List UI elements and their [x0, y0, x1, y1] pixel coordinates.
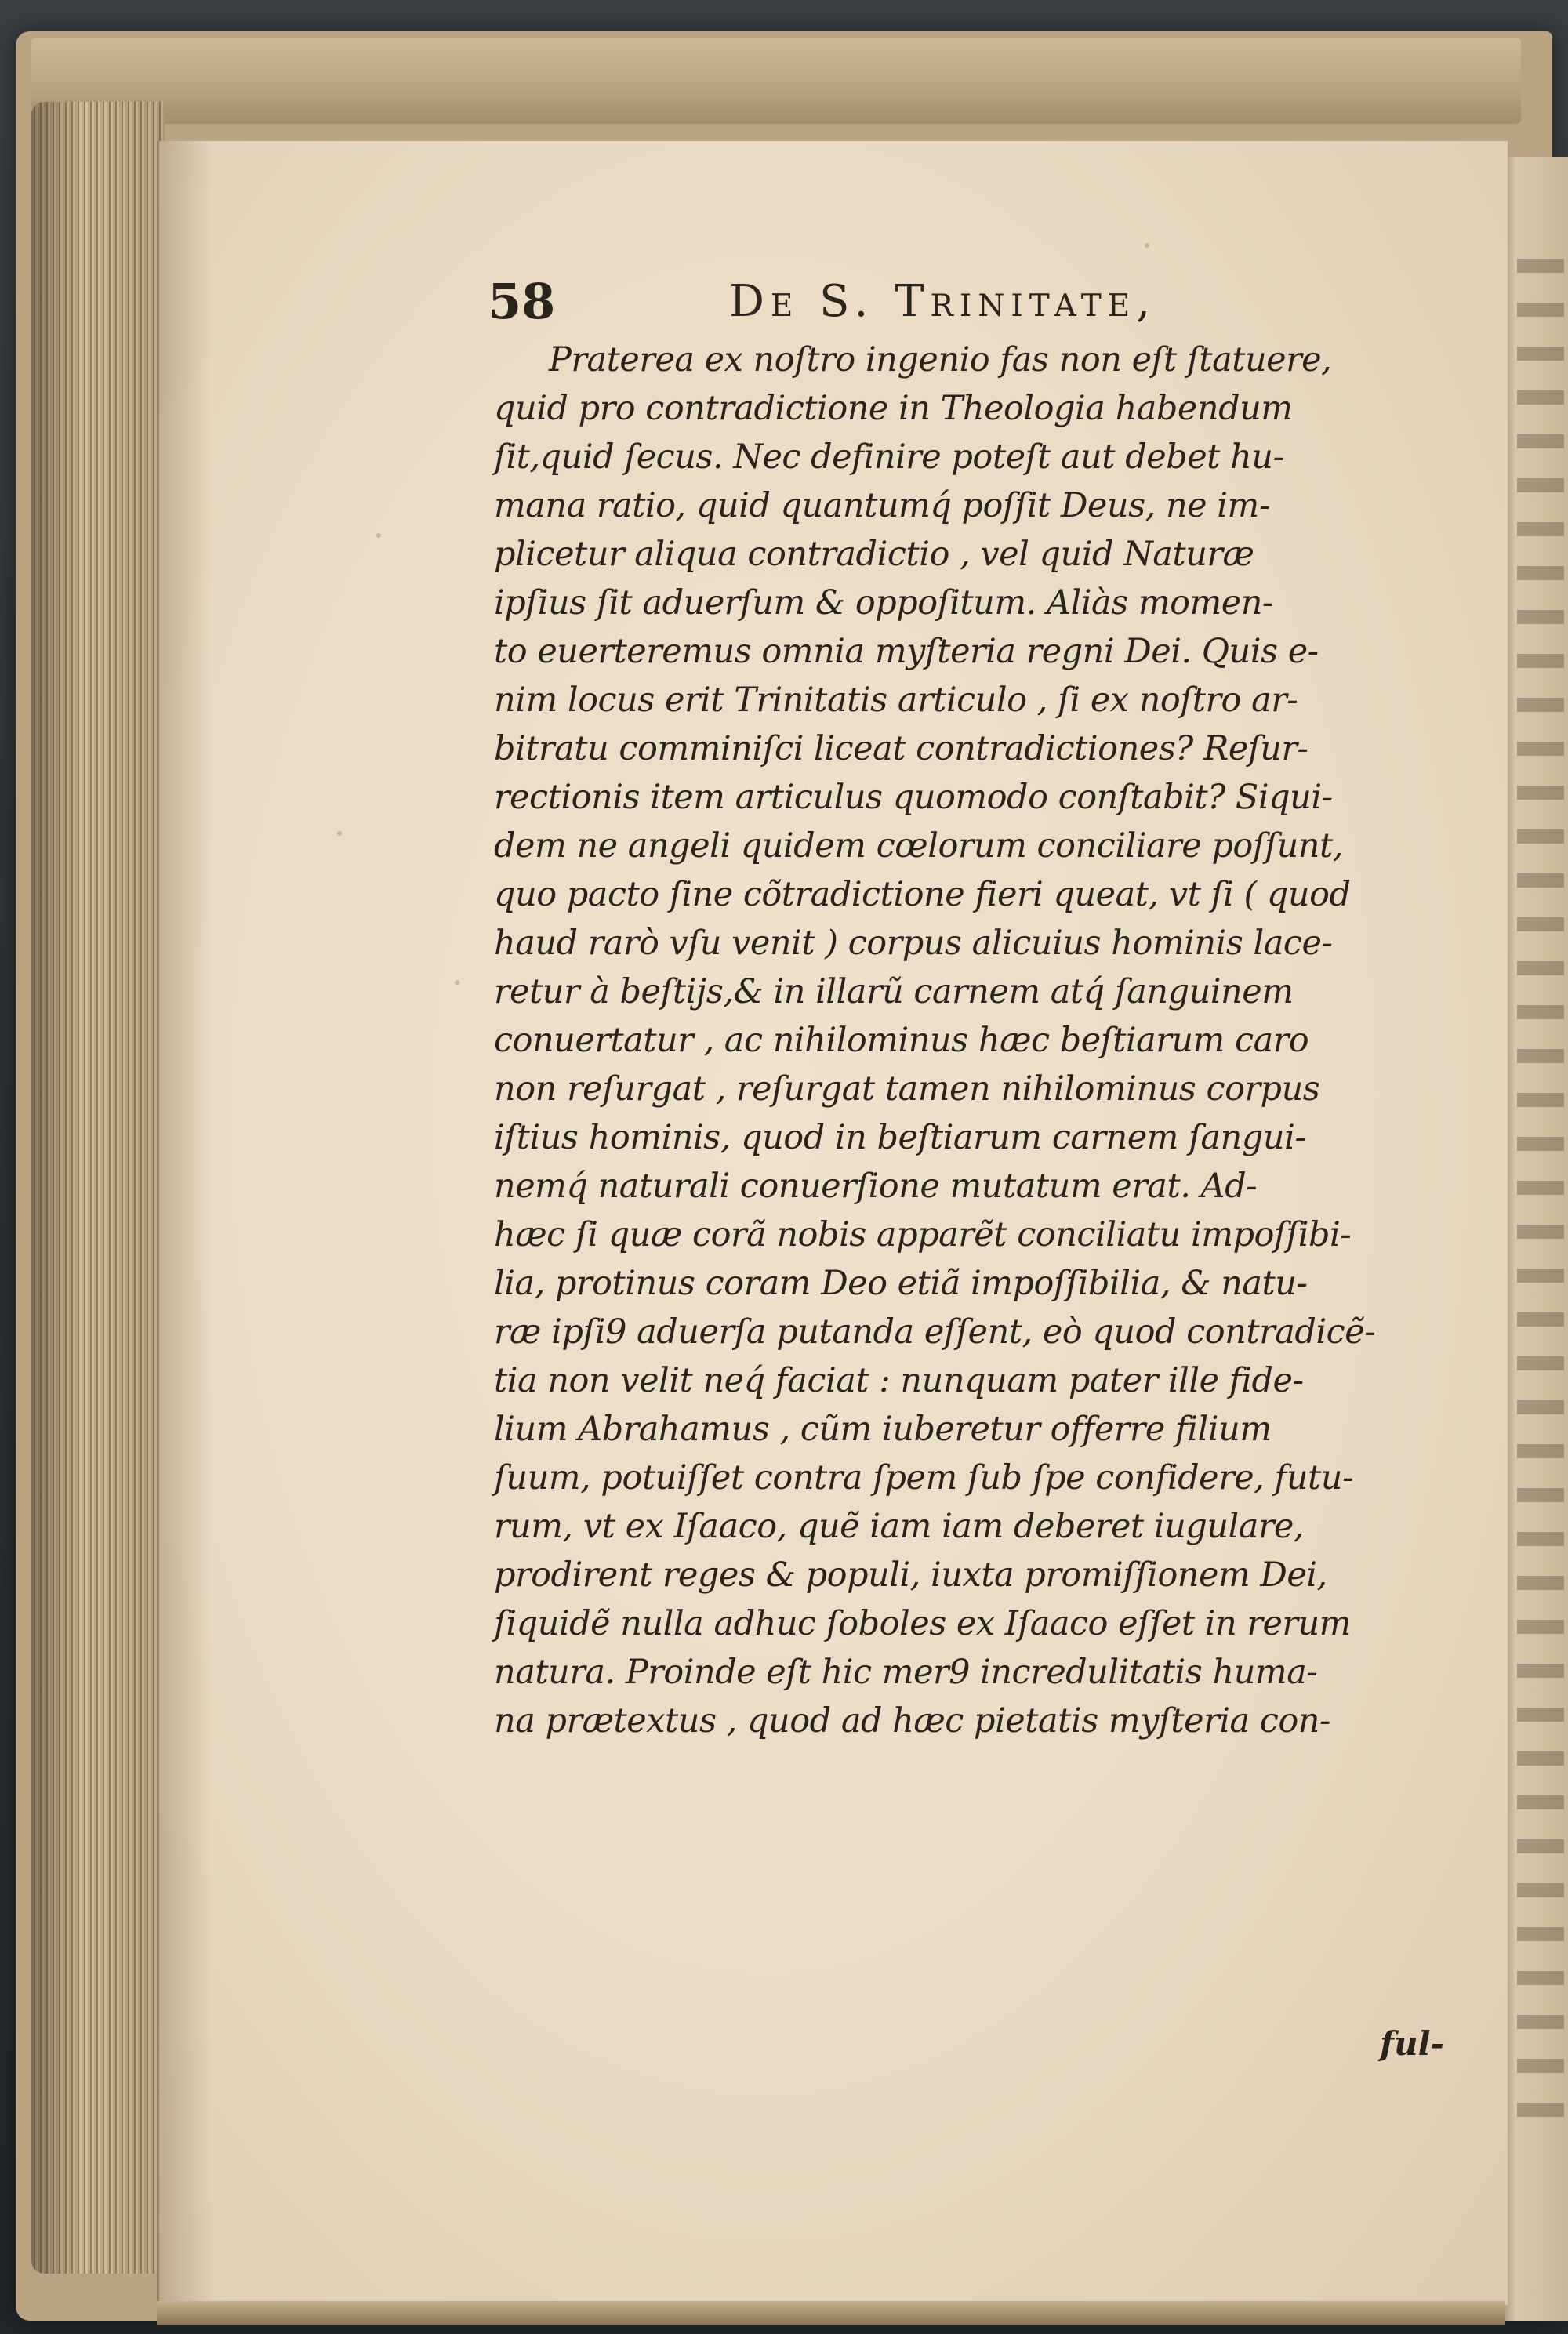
text-line: rectionis item articulus quomodo conſtabit? Siqui-: [494, 778, 1333, 817]
text-line: nim locus erit Trinitatis articulo , ſi ex noſtro ar-: [494, 681, 1298, 720]
text-line: lium Abrahamus , cũm iuberetur offerre filium: [494, 1410, 1272, 1449]
text-line: iſtius hominis, quod in beſtiarum carnem ſangui-: [494, 1118, 1306, 1157]
text-line: to euerteremus omnia myſteria regni Dei. Quis e-: [494, 632, 1319, 671]
text-line: mana ratio, quid quantumq́ poſſit Deus, ne im-: [494, 486, 1270, 525]
text-line: hæc ſi quæ corã nobis apparẽt conciliatu impoſſibi-: [494, 1215, 1352, 1254]
text-line: quo pacto ſine cõtradictione fieri queat, vt ſi ( quod: [494, 875, 1351, 914]
book-bottom-edge: [157, 2301, 1505, 2325]
page-gutter-shadow: [157, 141, 212, 2305]
text-line: ſiquidẽ nulla adhuc ſoboles ex Iſaaco eſſet in rerum: [494, 1604, 1351, 1643]
paper-fleck: [337, 831, 342, 836]
text-line: bitratu comminiſci liceat contradictiones? Reſur-: [494, 729, 1308, 768]
text-line: ſit,quid ſecus. Nec definire poteſt aut debet hu-: [494, 437, 1284, 477]
paper-fleck: [376, 533, 381, 538]
text-line: quid pro contradictione in Theologia habendum: [494, 389, 1293, 428]
paper-fleck: [455, 980, 459, 985]
catchword: ful-: [1380, 2024, 1444, 2063]
running-head: De S. Trinitate,: [729, 276, 1156, 327]
text-line: prodirent reges & populi, iuxta promiſſionem Dei,: [494, 1555, 1327, 1595]
text-line: tia non velit neq́ faciat : nunquam pater ille fide-: [494, 1361, 1304, 1400]
text-line: retur à beſtijs,& in illarũ carnem atq́ ſanguinem: [494, 972, 1294, 1011]
text-line: ſuum, potuiſſet contra ſpem ſub ſpe confidere, futu-: [494, 1458, 1354, 1497]
body-text: [494, 336, 1435, 2060]
facing-page-text-bleed: [1517, 259, 1564, 2140]
text-line: dem ne angeli quidem cœlorum conciliare poſſunt,: [494, 826, 1343, 866]
text-line: non reſurgat , reſurgat tamen nihilominus corpus: [494, 1069, 1320, 1109]
page-number: 58: [488, 273, 556, 330]
text-line: rum, vt ex Iſaaco, quẽ iam iam deberet iugulare,: [494, 1507, 1305, 1546]
text-line: plicetur aliqua contradictio , vel quid Naturæ: [494, 535, 1254, 574]
text-line: ræ ipſi9 aduerſa putanda eſſent, eò quod contradicẽ-: [494, 1312, 1376, 1352]
book-top-edge: [31, 38, 1521, 124]
text-line: nemq́ naturali conuerſione mutatum erat. Ad-: [494, 1167, 1258, 1206]
text-line: natura. Proinde eſt hic mer9 incredulitatis huma-: [494, 1653, 1318, 1692]
text-line: haud rarò vſu venit ) corpus alicuius hominis lace-: [494, 924, 1333, 963]
page-stack-shadow: [31, 102, 165, 2274]
paper-fleck: [1145, 243, 1149, 248]
text-line: ipſius ſit aduerſum & oppoſitum. Aliàs momen-: [494, 583, 1273, 623]
text-line: conuertatur , ac nihilominus hæc beſtiarum caro: [494, 1021, 1309, 1060]
text-line: na prætextus , quod ad hæc pietatis myſteria con-: [494, 1701, 1330, 1741]
text-line: Praterea ex noſtro ingenio fas non eſt ſtatuere,: [549, 340, 1332, 379]
text-line: lia, protinus coram Deo etiã impoſſibilia, & natu-: [494, 1264, 1308, 1303]
